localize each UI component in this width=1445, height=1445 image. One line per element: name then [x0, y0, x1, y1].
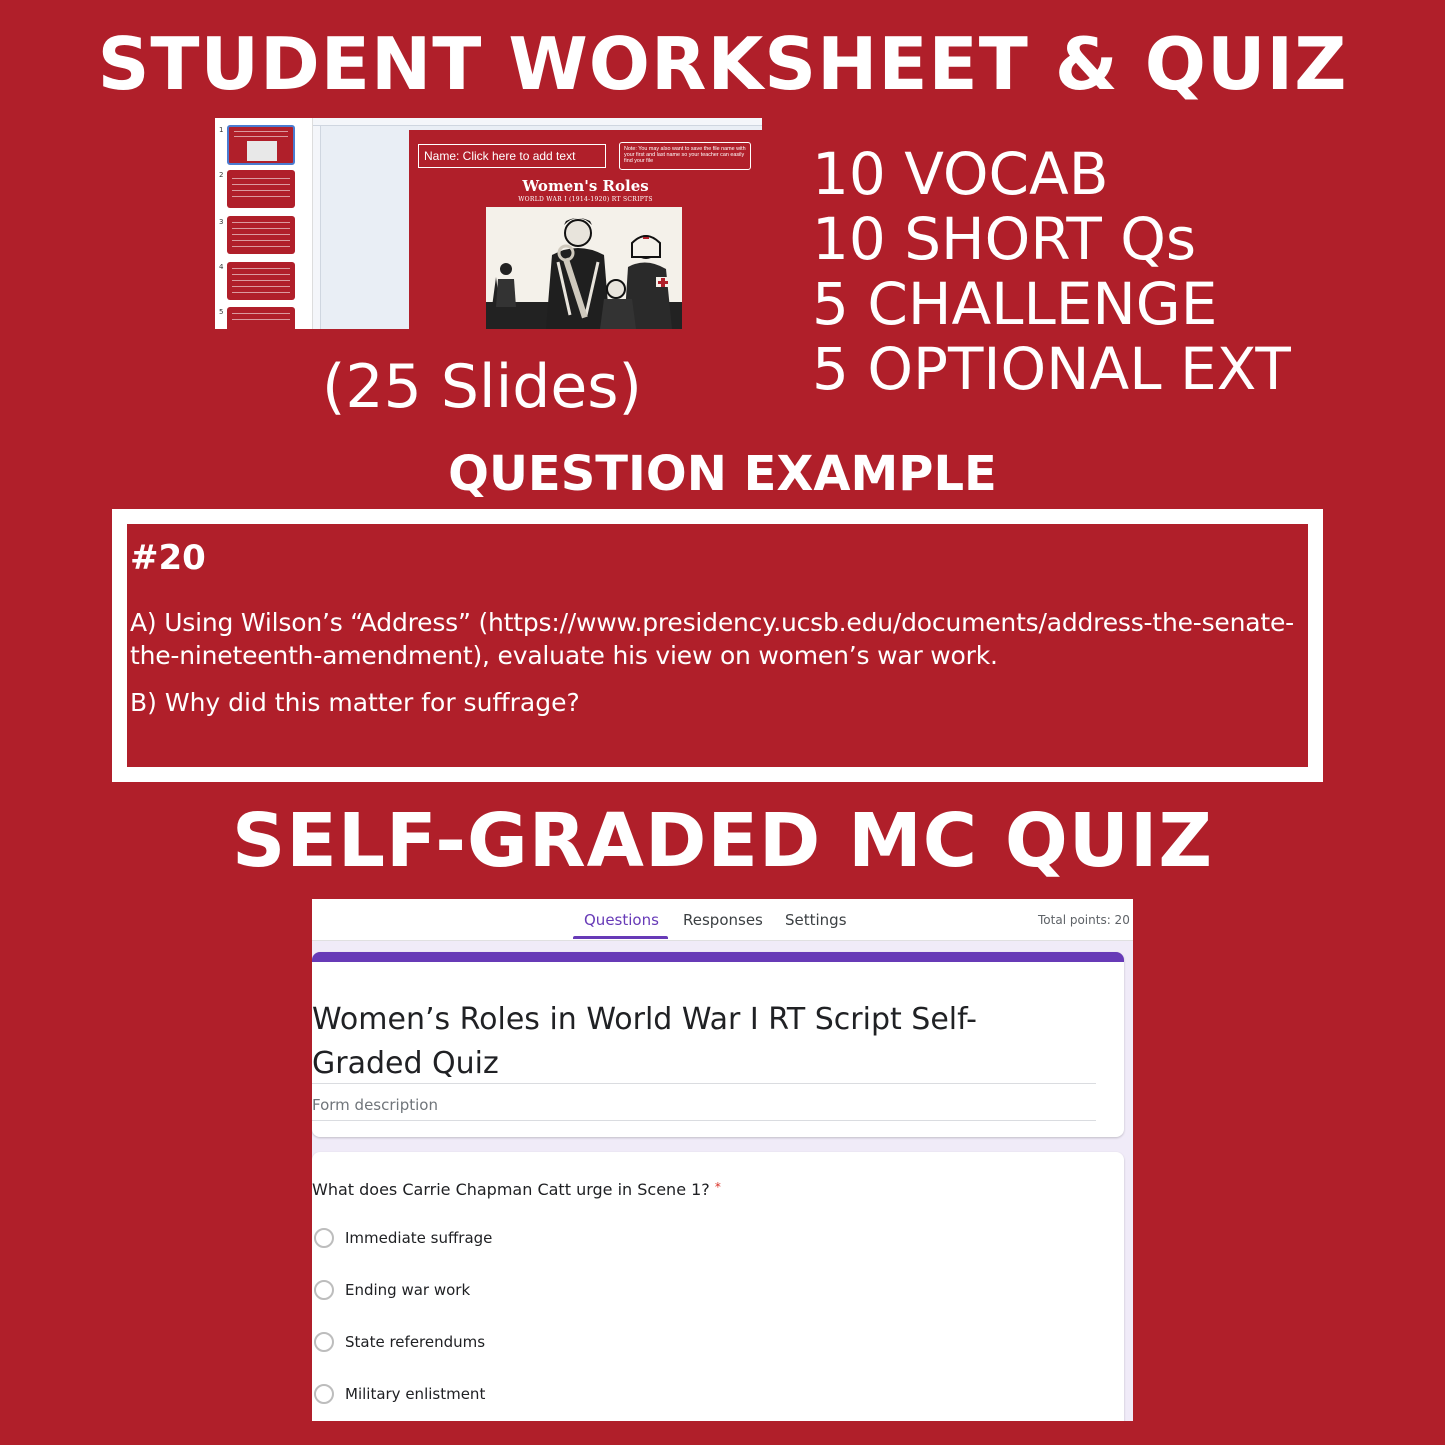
question-number: #20: [130, 538, 206, 578]
stat-vocab: 10 VOCAB: [812, 140, 1109, 208]
slide-thumbnail[interactable]: [227, 307, 295, 329]
slide-preview: [409, 130, 762, 329]
ruler-vertical: [313, 126, 321, 329]
radio-button[interactable]: [314, 1280, 334, 1300]
question-part-b: B) Why did this matter for suffrage?: [130, 688, 580, 717]
worksheet-stats: [812, 142, 1291, 402]
slide-thumbnail[interactable]: [227, 125, 295, 165]
option-row[interactable]: [312, 1278, 470, 1302]
form-title[interactable]: Women’s Roles in World War I RT Script Self-Graded Quiz: [312, 1002, 977, 1081]
option-label: Immediate suffrage: [345, 1229, 493, 1247]
thumbnail-number: 3: [219, 218, 224, 226]
option-label: State referendums: [345, 1333, 486, 1351]
form-description-field[interactable]: Form description: [312, 1096, 438, 1114]
thumbnail-number: 1: [219, 126, 224, 134]
stat-short-questions: 10 SHORT Qs: [812, 205, 1197, 273]
option-row[interactable]: [312, 1226, 492, 1250]
slide-subtitle: WORLD WAR I (1914-1920) RT SCRIPTS: [518, 196, 653, 203]
radio-button[interactable]: [314, 1228, 334, 1248]
name-text-box[interactable]: Name: Click here to add text: [418, 144, 606, 168]
slide-thumbnail[interactable]: [227, 216, 295, 254]
woodcut-illustration: [486, 207, 682, 329]
tab-settings[interactable]: Settings: [785, 911, 847, 929]
total-points: Total points: 20: [1038, 913, 1130, 927]
title-underline: [312, 1083, 1096, 1084]
form-title-card: [312, 952, 1124, 1137]
option-label: Ending war work: [345, 1281, 471, 1299]
slide-thumbnail[interactable]: [227, 262, 295, 300]
forms-screenshot: [312, 899, 1133, 1421]
heading-mc-quiz: SELF-GRADED MC QUIZ: [231, 798, 1214, 884]
option-row[interactable]: [312, 1330, 485, 1354]
question-text: What does Carrie Chapman Catt urge in Scene 1?: [312, 1180, 710, 1199]
option-row[interactable]: [312, 1382, 485, 1406]
thumbnail-number: 2: [219, 171, 224, 179]
required-asterisk: *: [714, 1180, 721, 1194]
active-tab-indicator: [573, 936, 668, 939]
save-note: Note: You may also want to save the file name with your first and last name so your teacher can easily find your file: [619, 142, 751, 170]
slide-title: Women's Roles: [522, 177, 649, 195]
question-card[interactable]: [312, 1152, 1124, 1421]
slide-count-label: (25 Slides): [322, 352, 642, 422]
ruler-horizontal: [313, 118, 762, 126]
question-part-a: A) Using Wilson’s “Address” (https://www.presidency.ucsb.edu/documents/address-the-senate-the-nineteenth-amendment), evaluate his view on women’s war work.: [130, 608, 1294, 670]
slide-editor-canvas: [313, 118, 762, 329]
slide-thumbnail-panel[interactable]: [215, 118, 313, 329]
description-underline: [312, 1120, 1096, 1121]
heading-student-worksheet: STUDENT WORKSHEET & QUIZ: [97, 22, 1348, 106]
stat-optional-extension: 5 OPTIONAL EXT: [812, 335, 1291, 403]
radio-button[interactable]: [314, 1332, 334, 1352]
question-example-box: [112, 509, 1323, 782]
thumbnail-number: 4: [219, 263, 224, 271]
option-label: Military enlistment: [345, 1385, 486, 1403]
tab-questions[interactable]: Questions: [584, 911, 659, 929]
slides-screenshot: [215, 118, 762, 329]
tab-responses[interactable]: Responses: [683, 911, 763, 929]
slide-thumbnail[interactable]: [227, 170, 295, 208]
heading-question-example: QUESTION EXAMPLE: [448, 446, 997, 502]
question-title: [312, 1180, 721, 1199]
stat-challenge: 5 CHALLENGE: [812, 270, 1218, 338]
forms-tab-bar: [312, 899, 1133, 941]
radio-button[interactable]: [314, 1384, 334, 1404]
thumbnail-number: 5: [219, 308, 224, 316]
